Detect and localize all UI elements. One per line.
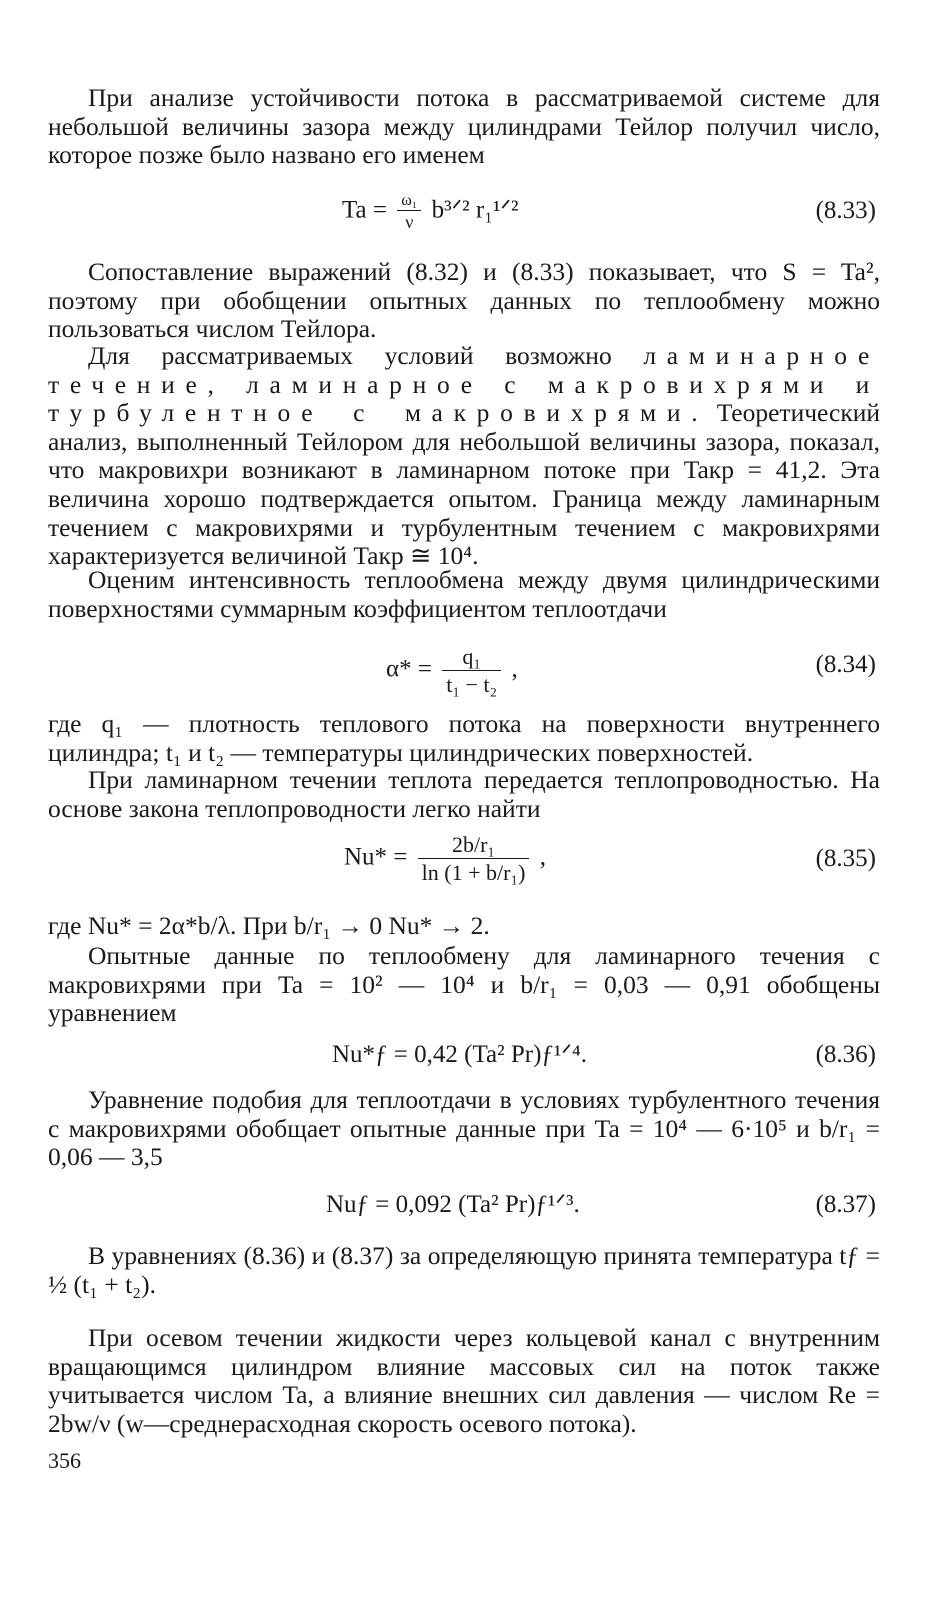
equation-number: (8.33) xyxy=(815,197,876,224)
equation-expression: Nuƒ = 0,092 (Ta² Pr)ƒ¹ᐟ³. xyxy=(326,1191,580,1218)
paragraph-text: При анализе устойчивости потока в рассматриваемой системе для небольшой величины зазора между цилиндрами Тейлор получил число, которое позже было названо его именем xyxy=(48,83,880,170)
equation-expression: Nu*ƒ = 0,42 (Ta² Pr)ƒ¹ᐟ⁴. xyxy=(332,1041,587,1068)
paragraph-text: При осевом течении жидкости через кольцевой канал с внутренним вращающимся цилиндром влияние массовых сил на поток также учитывается числом Ta, а влияние внешних сил давления — числом Re = 2bw/ν (w—среднерасходная скорость осевого потока). xyxy=(48,1323,880,1438)
paragraph-text: Уравнение подобия для теплоотдачи в условиях турбулентного течения с макровихрями обобщает опытные данные при Ta = 10⁴ — 6·10⁵ и b/r₁ = 0,06 — 3,5 xyxy=(48,1085,880,1172)
paragraph-text: При ламинарном течении теплота передается теплопроводностью. На основе закона теплопроводности легко найти xyxy=(48,765,880,823)
paragraph-10 xyxy=(48,1242,880,1299)
paragraph-8 xyxy=(48,942,880,1028)
paragraph-text: Сопоставление выражений (8.32) и (8.33) показывает, что S = Ta², поэтому при обобщении опытных данных по теплообмену можно пользоваться числом Тейлора. xyxy=(48,257,880,344)
paragraph-text: В уравнениях (8.36) и (8.37) за определяющую принята температура tƒ = ½ (t₁ + t₂). xyxy=(48,1241,880,1299)
equation-number: (8.35) xyxy=(815,845,876,872)
paragraph-4 xyxy=(48,566,880,623)
page-number: 356 xyxy=(48,1448,81,1473)
paragraph-6 xyxy=(48,766,880,823)
spaced-emphasis: ламинарное течение, ламинарное с макровихрями и турбулентное с макровихрями xyxy=(48,341,880,428)
equation-number: (8.37) xyxy=(815,1191,876,1218)
equation-fraction: $\frac{\text{ω₁}}{\nu}$ xyxy=(397,192,421,232)
equation-8-33 xyxy=(48,192,880,238)
paragraph-text: где Nu* = 2α*b/λ. При b/r₁ → 0 Nu* → 2. xyxy=(48,911,490,940)
equation-8-36 xyxy=(48,1040,880,1072)
paragraph-3: Для рассматриваемых условий возможно ламинарное течение, ламинарное с макровихрями и турбулентное с макровихрями. Теоретический анализ, выполненный Тейлором для небольшой величины зазора, показал, что макровихри возникают в ламинарном потоке при Taкр = 41,2. Эта величина хорошо подтверждается опытом. Граница между ламинарным течением с макровихрями и турбулентным течением с макровихрями характеризуется величиной Taкр ≅ 10⁴. xyxy=(48,341,881,571)
paragraph-9 xyxy=(48,1086,880,1172)
paragraph-text: где q₁ — плотность теплового потока на поверхности внутреннего цилиндра; t₁ и t₂ — температуры цилиндрических поверхностей. xyxy=(48,709,880,767)
equation-8-37 xyxy=(48,1190,880,1222)
paragraph-text: Опытные данные по теплообмену для ламинарного течения с макровихрями при Ta = 10² — 10⁴ и b/r₁ = 0,03 — 0,91 обобщены уравнением xyxy=(48,941,880,1028)
paragraph-text: Оценим интенсивность теплообмена между двумя цилиндрическими поверхностями суммарным коэффициентом теплоотдачи xyxy=(48,565,880,623)
paragraph-5 xyxy=(48,710,880,767)
paragraph-7 xyxy=(48,912,880,941)
paragraph-11 xyxy=(48,1324,880,1438)
equation-fraction: $\frac{\text{2b/r₁}}{\text{ln (1 + b/r₁)}}$ xyxy=(418,832,530,886)
equation-number: (8.36) xyxy=(815,1041,876,1068)
paragraph-1 xyxy=(48,84,880,170)
equation-expression: Ta = $\frac{\text{ω₁}}{\nu}$ b³ᐟ² r₁¹ᐟ² xyxy=(342,192,519,232)
equation-expression: Nu* = $\frac{\text{2b/r₁}}{\text{ln (1 + b/r₁)}}$ , xyxy=(344,832,546,885)
equation-expression: α* = $\frac{\text{q₁}}{\text{t₁ − t₂}}$ , xyxy=(386,644,518,697)
paragraph-2 xyxy=(48,258,880,344)
equation-8-34 xyxy=(48,644,880,697)
equation-number: (8.34) xyxy=(815,651,876,678)
equation-fraction: $\frac{\text{q₁}}{\text{t₁ − t₂}}$ xyxy=(442,644,501,698)
equation-8-35 xyxy=(48,832,880,886)
